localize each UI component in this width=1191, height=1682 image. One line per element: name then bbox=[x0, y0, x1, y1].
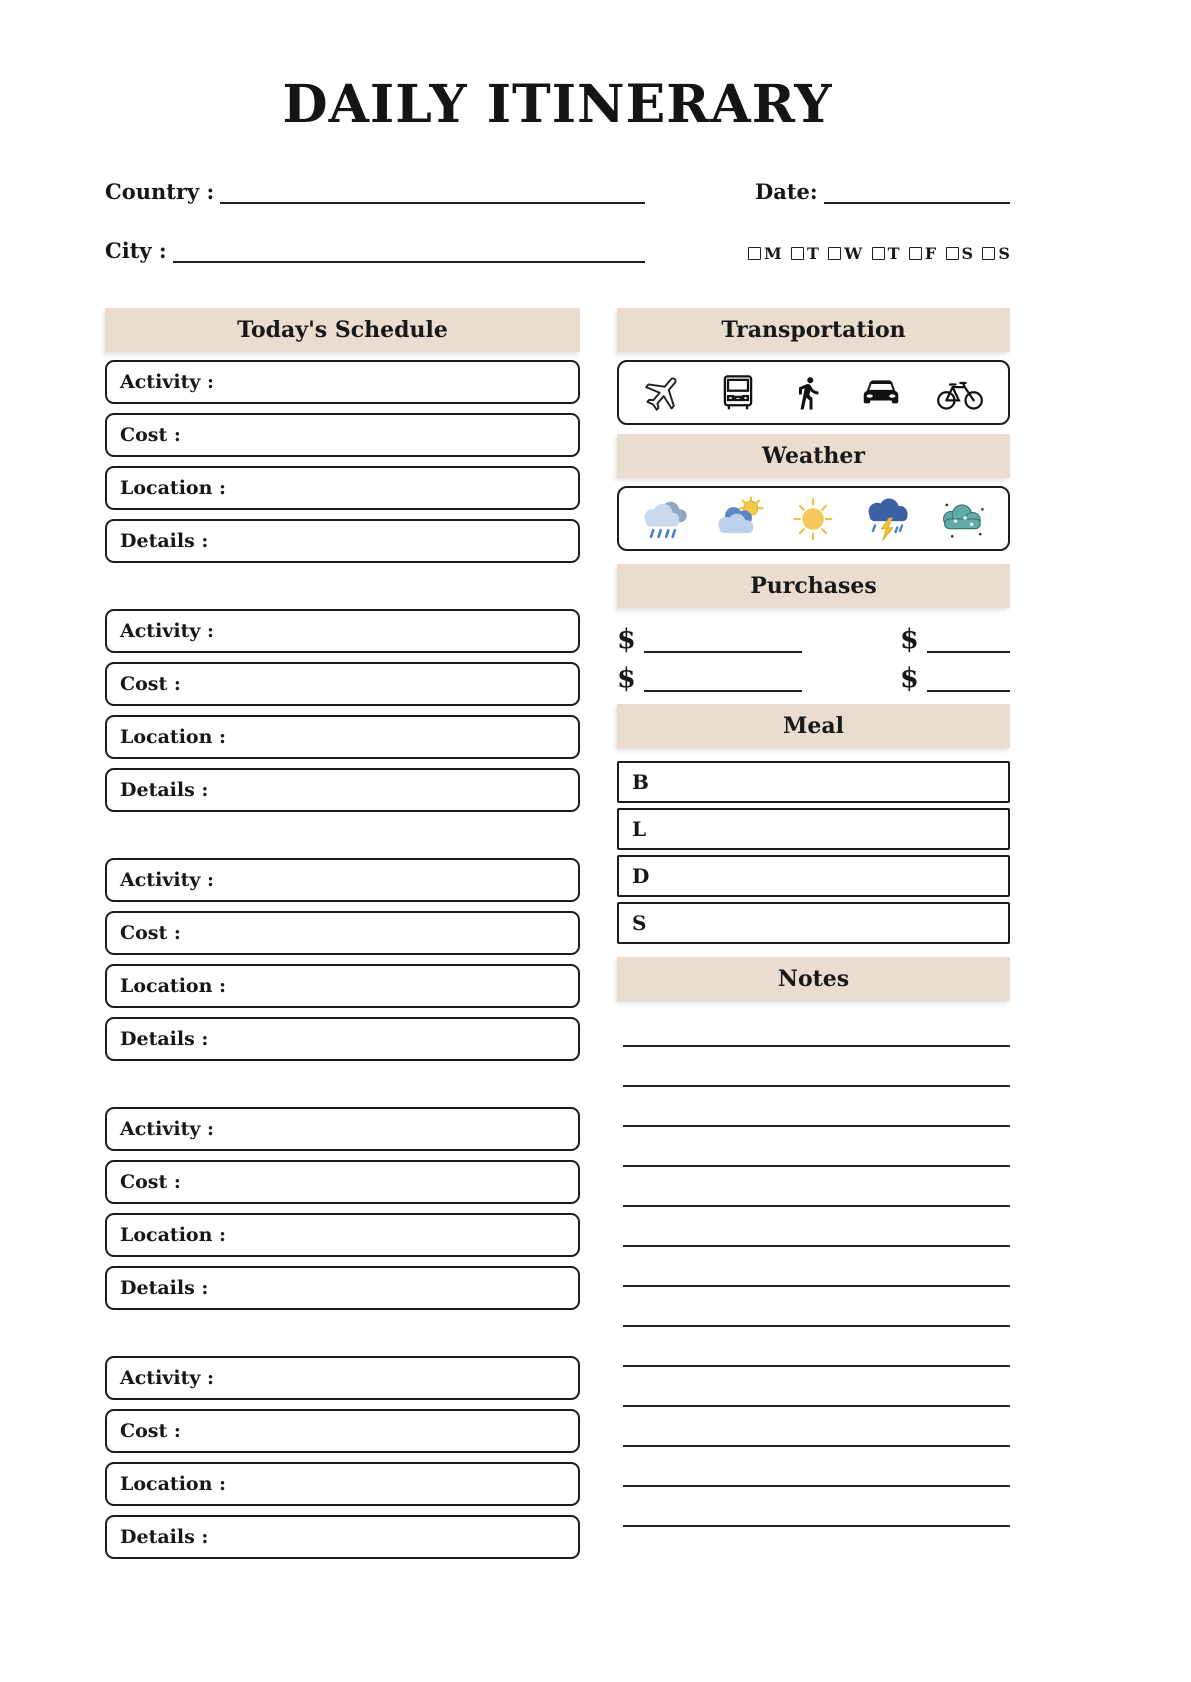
dinner-field[interactable] bbox=[617, 855, 1010, 897]
note-line[interactable] bbox=[623, 1327, 1010, 1367]
purchases-header: Purchases bbox=[617, 564, 1010, 608]
transportation-options bbox=[617, 360, 1010, 425]
activity-label: Activity : bbox=[120, 1367, 215, 1389]
cost-field[interactable] bbox=[105, 1409, 580, 1453]
cost-label: Cost : bbox=[120, 922, 181, 944]
snowy-icon[interactable] bbox=[936, 495, 990, 543]
note-line[interactable] bbox=[623, 1207, 1010, 1247]
cost-field[interactable] bbox=[105, 1160, 580, 1204]
car-icon[interactable] bbox=[858, 370, 904, 416]
note-line[interactable] bbox=[623, 1407, 1010, 1447]
city-input-line[interactable] bbox=[173, 245, 645, 263]
day-letter: F bbox=[924, 244, 937, 263]
city-field bbox=[105, 238, 645, 263]
dollar-sign: $ bbox=[617, 663, 636, 694]
cost-label: Cost : bbox=[120, 1420, 181, 1442]
day-letter: S bbox=[998, 244, 1010, 263]
day-checkbox[interactable] bbox=[748, 247, 761, 260]
daily-itinerary-page bbox=[105, 0, 1010, 1559]
partly-cloudy-icon[interactable] bbox=[712, 495, 766, 543]
lunch-field[interactable] bbox=[617, 808, 1010, 850]
location-field[interactable] bbox=[105, 466, 580, 510]
meal-header: Meal bbox=[617, 704, 1010, 748]
day-thursday bbox=[872, 244, 900, 263]
date-field bbox=[755, 179, 1010, 204]
note-line[interactable] bbox=[623, 1367, 1010, 1407]
day-wednesday bbox=[828, 244, 862, 263]
note-line[interactable] bbox=[623, 1167, 1010, 1207]
city-label: City : bbox=[105, 238, 167, 263]
snack-label: S bbox=[632, 911, 647, 935]
purchase-amount-field bbox=[617, 626, 802, 653]
country-field bbox=[105, 179, 645, 204]
location-label: Location : bbox=[120, 1224, 227, 1246]
note-line[interactable] bbox=[623, 1007, 1010, 1047]
lunch-label: L bbox=[632, 817, 647, 841]
day-saturday bbox=[946, 244, 974, 263]
walking-person-icon[interactable] bbox=[790, 375, 826, 411]
day-checkbox[interactable] bbox=[982, 247, 995, 260]
transportation-header: Transportation bbox=[617, 308, 1010, 352]
schedule-group bbox=[105, 858, 580, 1061]
note-line[interactable] bbox=[623, 1087, 1010, 1127]
cost-label: Cost : bbox=[120, 424, 181, 446]
details-field[interactable] bbox=[105, 1017, 580, 1061]
country-input-line[interactable] bbox=[220, 186, 645, 204]
rainy-icon[interactable] bbox=[637, 495, 691, 543]
day-checkbox[interactable] bbox=[828, 247, 841, 260]
location-field[interactable] bbox=[105, 1462, 580, 1506]
cost-field[interactable] bbox=[105, 413, 580, 457]
cost-label: Cost : bbox=[120, 673, 181, 695]
date-label: Date: bbox=[755, 179, 818, 204]
notes-lines bbox=[617, 1007, 1010, 1527]
day-tuesday bbox=[791, 244, 819, 263]
details-label: Details : bbox=[120, 1277, 209, 1299]
details-label: Details : bbox=[120, 1028, 209, 1050]
day-letter: S bbox=[961, 244, 974, 263]
weekday-checkboxes bbox=[748, 244, 1010, 263]
day-checkbox[interactable] bbox=[872, 247, 885, 260]
note-line[interactable] bbox=[623, 1487, 1010, 1527]
airplane-icon[interactable] bbox=[643, 372, 685, 414]
schedule-group bbox=[105, 1107, 580, 1310]
dollar-sign: $ bbox=[617, 624, 636, 655]
meta-row-country-date bbox=[105, 179, 1010, 204]
day-sunday bbox=[982, 244, 1010, 263]
day-checkbox[interactable] bbox=[946, 247, 959, 260]
activity-field[interactable] bbox=[105, 360, 580, 404]
day-letter: M bbox=[764, 244, 782, 263]
details-field[interactable] bbox=[105, 1266, 580, 1310]
details-field[interactable] bbox=[105, 519, 580, 563]
snack-field[interactable] bbox=[617, 902, 1010, 944]
day-letter: W bbox=[844, 244, 863, 263]
meta-row-city-days bbox=[105, 238, 1010, 263]
day-letter: T bbox=[807, 244, 819, 263]
schedule-header: Today's Schedule bbox=[105, 308, 580, 352]
note-line[interactable] bbox=[623, 1247, 1010, 1287]
purchase-input-line[interactable] bbox=[927, 686, 1010, 692]
schedule-group bbox=[105, 1356, 580, 1559]
schedule-groups bbox=[105, 360, 580, 1559]
note-line[interactable] bbox=[623, 1047, 1010, 1087]
breakfast-label: B bbox=[632, 770, 649, 794]
purchase-input-line[interactable] bbox=[644, 686, 802, 692]
schedule-column bbox=[105, 308, 580, 1559]
thunderstorm-icon[interactable] bbox=[861, 495, 915, 543]
dollar-sign: $ bbox=[899, 663, 919, 694]
day-checkbox[interactable] bbox=[791, 247, 804, 260]
breakfast-field[interactable] bbox=[617, 761, 1010, 803]
activity-label: Activity : bbox=[120, 869, 215, 891]
purchase-amount-field bbox=[617, 665, 802, 692]
activity-field[interactable] bbox=[105, 1107, 580, 1151]
notes-header: Notes bbox=[617, 957, 1010, 1001]
meal-rows bbox=[617, 761, 1010, 944]
purchase-input-line[interactable] bbox=[644, 647, 802, 653]
location-label: Location : bbox=[120, 726, 227, 748]
activity-field[interactable] bbox=[105, 1356, 580, 1400]
day-letter: T bbox=[887, 244, 900, 263]
schedule-group bbox=[105, 609, 580, 812]
purchase-amount-field bbox=[900, 665, 1010, 692]
location-label: Location : bbox=[120, 477, 227, 499]
day-friday bbox=[909, 244, 936, 263]
schedule-group bbox=[105, 360, 580, 563]
day-monday bbox=[748, 244, 782, 263]
details-field[interactable] bbox=[105, 1515, 580, 1559]
cost-label: Cost : bbox=[120, 1171, 181, 1193]
bicycle-icon[interactable] bbox=[936, 374, 984, 412]
activity-field[interactable] bbox=[105, 858, 580, 902]
day-checkbox[interactable] bbox=[909, 247, 922, 260]
location-field[interactable] bbox=[105, 715, 580, 759]
location-field[interactable] bbox=[105, 1213, 580, 1257]
right-column bbox=[617, 308, 1010, 1527]
note-line[interactable] bbox=[623, 1287, 1010, 1327]
cost-field[interactable] bbox=[105, 662, 580, 706]
page-title: DAILY ITINERARY bbox=[282, 74, 833, 135]
activity-label: Activity : bbox=[120, 1118, 215, 1140]
weather-header: Weather bbox=[617, 434, 1010, 478]
details-field[interactable] bbox=[105, 768, 580, 812]
purchase-row bbox=[617, 665, 1010, 692]
purchase-input-line[interactable] bbox=[927, 647, 1010, 653]
bus-icon[interactable] bbox=[717, 372, 759, 414]
weather-options bbox=[617, 486, 1010, 551]
location-field[interactable] bbox=[105, 964, 580, 1008]
purchase-row bbox=[617, 626, 1010, 653]
note-line[interactable] bbox=[623, 1127, 1010, 1167]
cost-field[interactable] bbox=[105, 911, 580, 955]
location-label: Location : bbox=[120, 1473, 227, 1495]
sunny-icon[interactable] bbox=[786, 495, 840, 543]
activity-field[interactable] bbox=[105, 609, 580, 653]
dinner-label: D bbox=[632, 864, 650, 888]
activity-label: Activity : bbox=[120, 620, 215, 642]
details-label: Details : bbox=[120, 1526, 209, 1548]
details-label: Details : bbox=[120, 530, 209, 552]
details-label: Details : bbox=[120, 779, 209, 801]
purchase-amount-field bbox=[900, 626, 1010, 653]
country-label: Country : bbox=[105, 179, 215, 204]
note-line[interactable] bbox=[623, 1447, 1010, 1487]
location-label: Location : bbox=[120, 975, 227, 997]
activity-label: Activity : bbox=[120, 371, 215, 393]
dollar-sign: $ bbox=[899, 624, 919, 655]
date-input-line[interactable] bbox=[824, 186, 1010, 204]
